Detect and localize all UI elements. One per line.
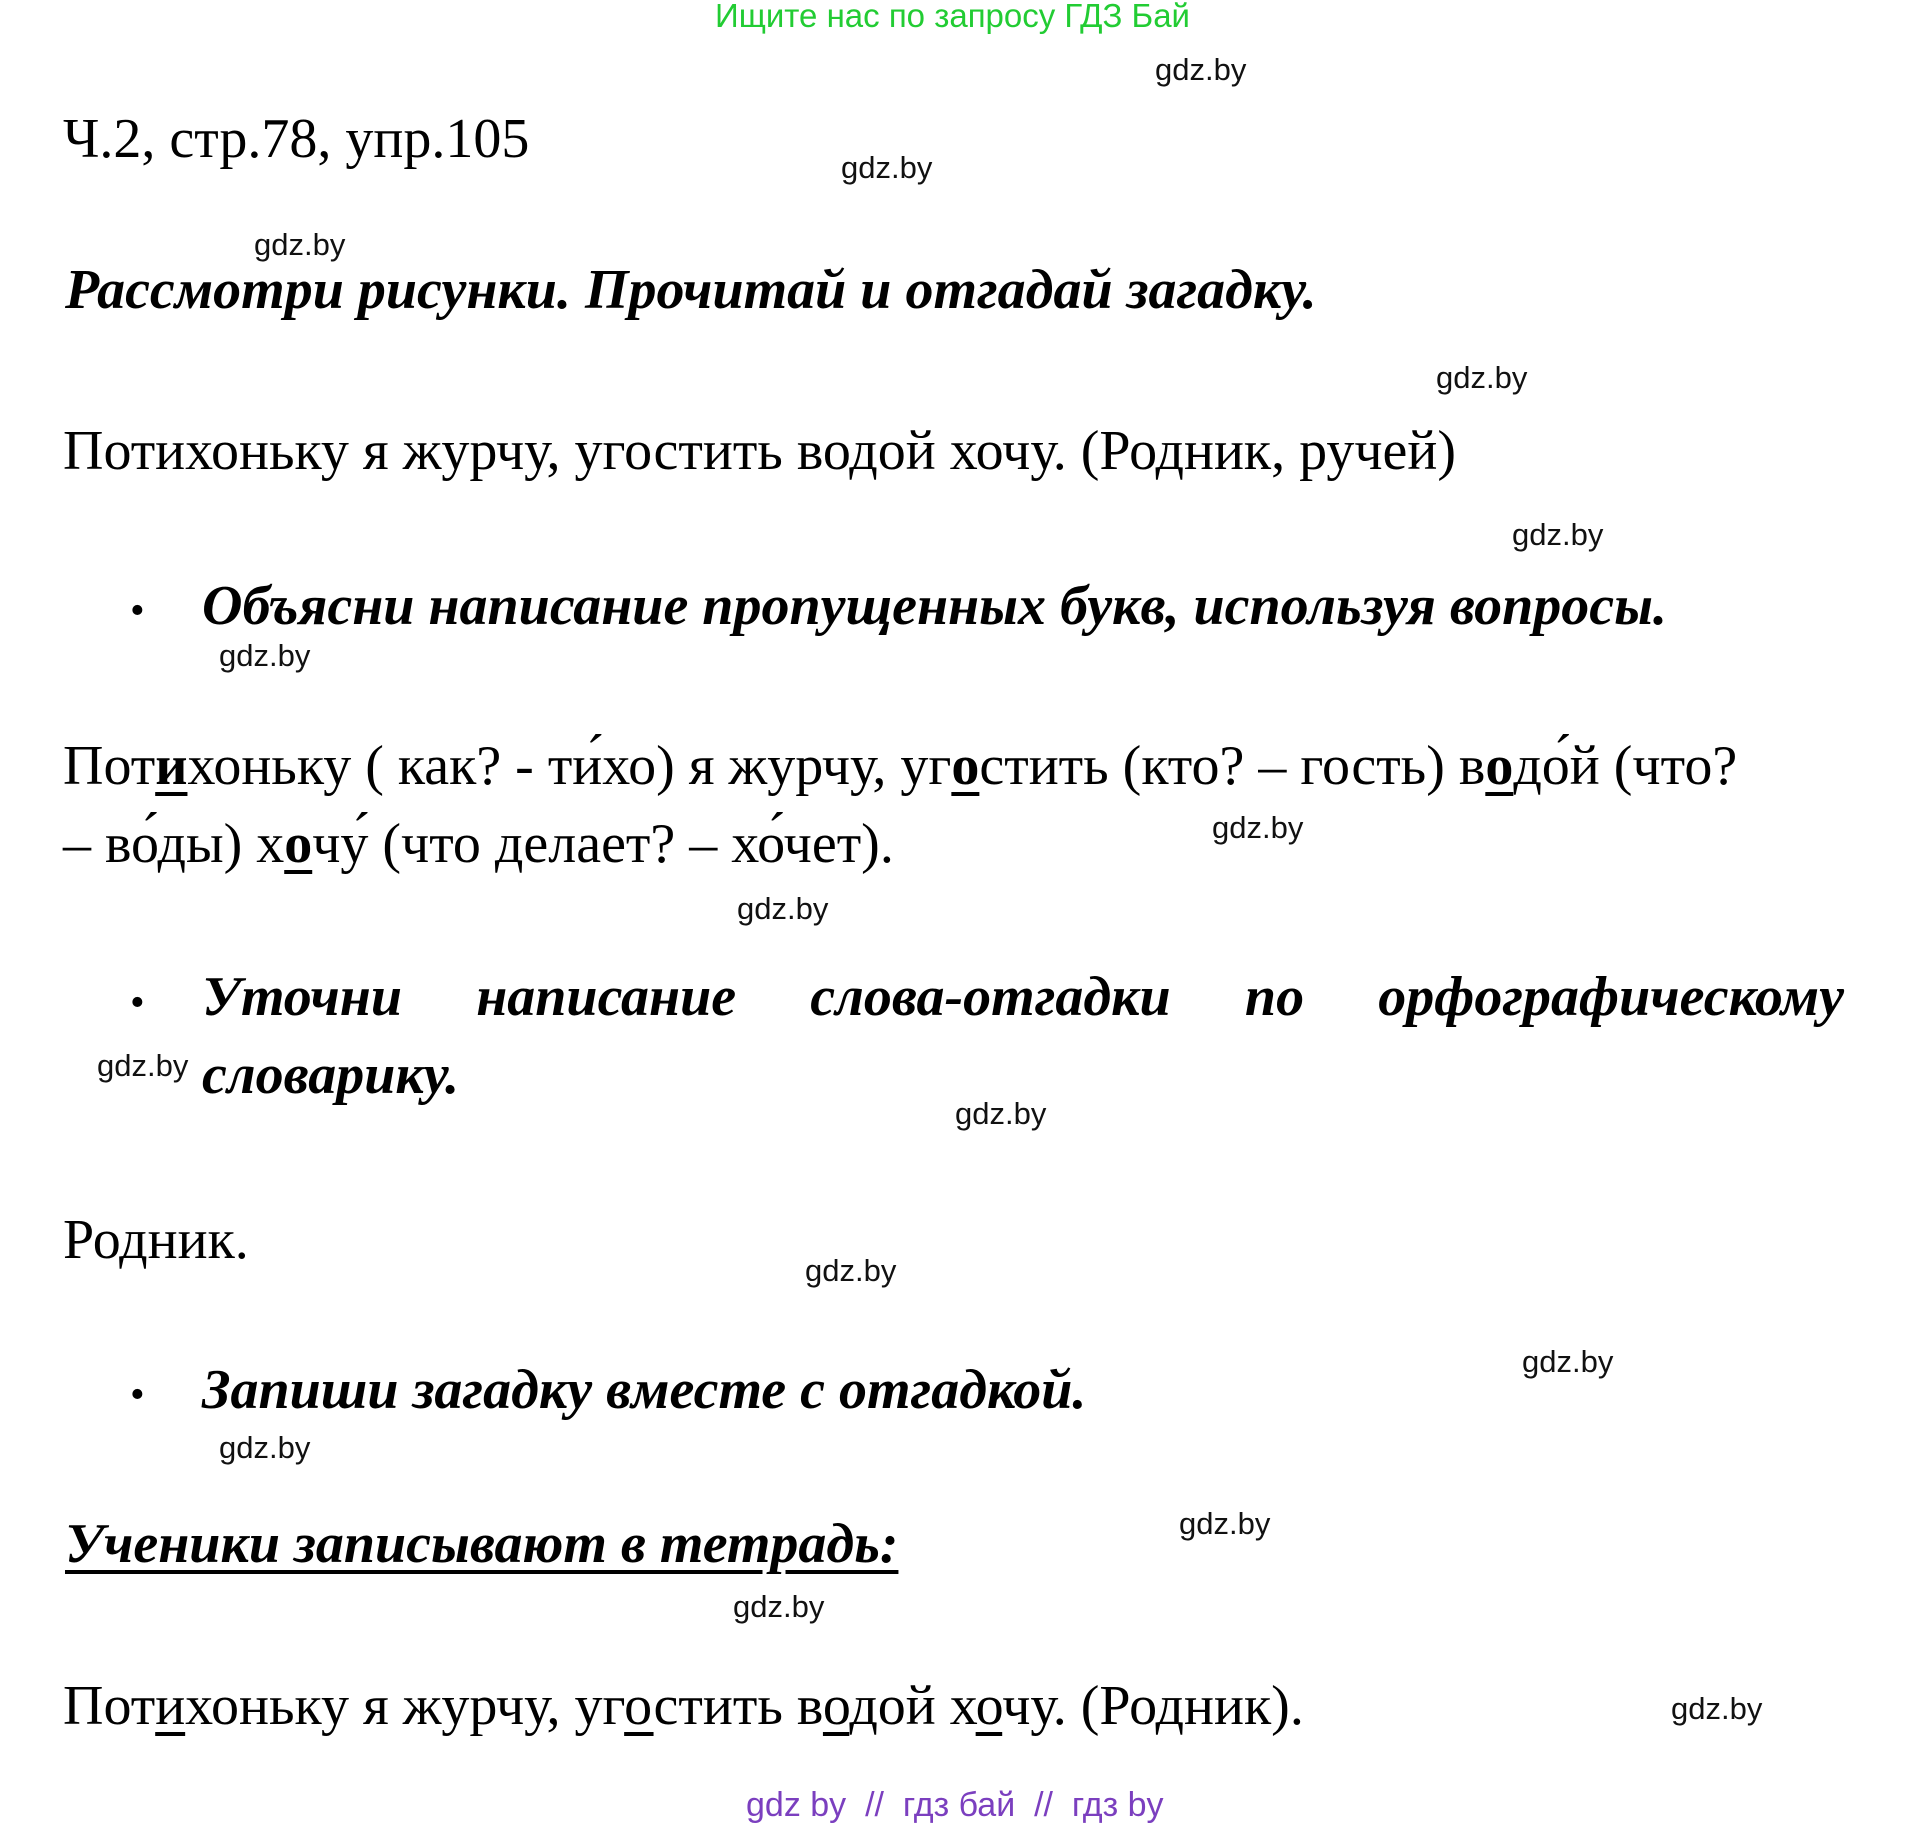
- text-fragment: до́й (что?: [1513, 735, 1738, 797]
- task-word: Уточни: [202, 966, 402, 1028]
- final-riddle: [63, 1667, 1304, 1745]
- task-word: орфографическому: [1378, 966, 1844, 1028]
- watermark: gdz.by: [841, 150, 933, 185]
- text-fragment: стить (кто? – гость) в: [979, 735, 1486, 797]
- text-fragment: – во́ды) х: [63, 813, 285, 875]
- task-instruction: словарику.: [202, 1044, 460, 1106]
- explanation-line: [63, 727, 1737, 805]
- footer-links[interactable]: gdz by // гдз бай // гдз by: [746, 1786, 1164, 1824]
- highlighted-letter: о: [624, 1675, 654, 1737]
- text-fragment: Пот: [63, 1675, 156, 1737]
- text-fragment: дой х: [849, 1675, 976, 1737]
- answer-text: Родник.: [63, 1209, 249, 1271]
- highlighted-letter: о: [284, 813, 313, 875]
- bullet-marker: •: [130, 588, 145, 634]
- watermark: gdz.by: [1671, 1691, 1763, 1726]
- text-fragment: хоньку ( как? - ти́хо) я журчу, уг: [187, 735, 952, 797]
- watermark: gdz.by: [955, 1096, 1047, 1131]
- watermark: gdz.by: [1512, 517, 1604, 552]
- highlighted-letter: о: [975, 1675, 1003, 1737]
- top-banner[interactable]: Ищите нас по запросу ГДЗ Бай: [715, 0, 1190, 34]
- task-instruction: Запиши загадку вместе с отгадкой.: [202, 1359, 1087, 1421]
- riddle-text: Потихоньку я журчу, угостить водой хочу. (Родник, ручей): [63, 420, 1457, 482]
- watermark: gdz.by: [1179, 1506, 1271, 1541]
- highlighted-letter: и: [155, 735, 188, 797]
- highlighted-letter: о: [822, 1675, 850, 1737]
- page-header: Ч.2, стр.78, упр.105: [63, 108, 530, 170]
- bullet-marker: •: [130, 1372, 145, 1418]
- highlighted-letter: о: [951, 735, 980, 797]
- task-word: по: [1244, 966, 1305, 1028]
- text-fragment: чу́ (что делает? – хо́чет).: [312, 813, 894, 875]
- task-word: слова-отгадки: [810, 966, 1171, 1028]
- watermark: gdz.by: [1522, 1344, 1614, 1379]
- watermark: gdz.by: [254, 227, 346, 262]
- text-fragment: чу. (Родник).: [1002, 1675, 1304, 1737]
- highlighted-letter: и: [155, 1675, 186, 1737]
- watermark: gdz.by: [805, 1253, 897, 1288]
- section-header: Ученики записывают в тетрадь:: [65, 1513, 899, 1575]
- watermark: gdz.by: [219, 638, 311, 673]
- watermark: gdz.by: [1155, 52, 1247, 87]
- highlighted-letter: о: [1485, 735, 1514, 797]
- text-fragment: стить в: [653, 1675, 823, 1737]
- task-instruction: Объясни написание пропущенных букв, используя вопросы.: [202, 575, 1667, 637]
- task-word: написание: [476, 966, 737, 1028]
- watermark: gdz.by: [737, 891, 829, 926]
- watermark: gdz.by: [97, 1048, 189, 1083]
- text-fragment: Пот: [63, 735, 156, 797]
- text-fragment: хоньку я журчу, уг: [185, 1675, 625, 1737]
- bullet-marker: •: [130, 980, 145, 1026]
- watermark: gdz.by: [219, 1430, 311, 1465]
- watermark: gdz.by: [1436, 360, 1528, 395]
- explanation-line: [63, 805, 894, 883]
- task-instruction: [202, 965, 1844, 1029]
- watermark: gdz.by: [1212, 810, 1304, 845]
- task-instruction: Рассмотри рисунки. Прочитай и отгадай загадку.: [65, 259, 1317, 321]
- watermark: gdz.by: [733, 1589, 825, 1624]
